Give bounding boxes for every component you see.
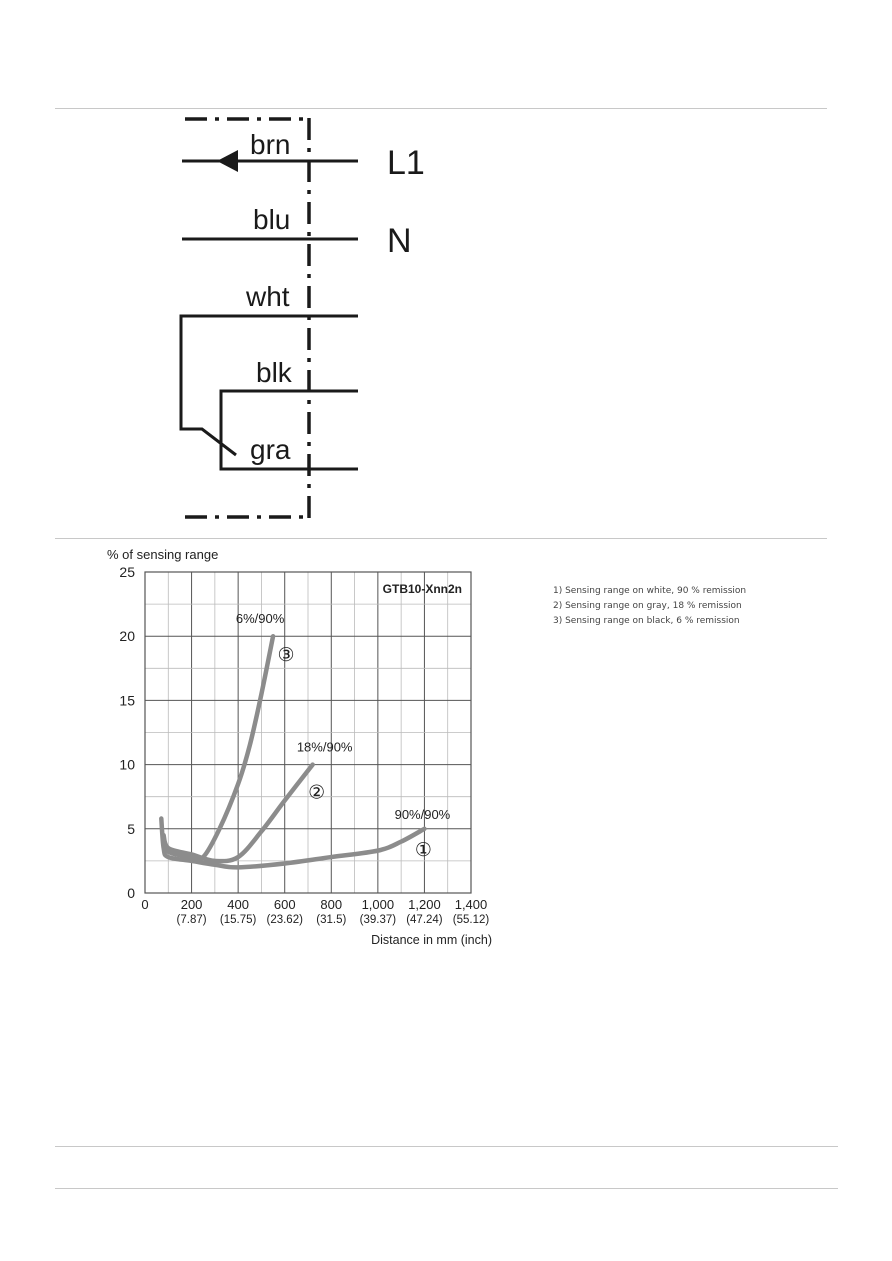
wire-label-blu: blu (253, 204, 291, 235)
x-tick-label: 0 (141, 897, 149, 912)
x-tick-label-inch: (23.62) (266, 914, 303, 926)
y-tick-label: 10 (119, 756, 135, 773)
x-tick-label-inch: (31.5) (316, 914, 347, 926)
x-tick-label-inch: (47.24) (406, 914, 443, 926)
y-axis-label: % of sensing range (107, 547, 219, 562)
y-tick-labels (119, 564, 135, 901)
y-tick-label: 15 (119, 692, 135, 709)
x-tick-label: 800 (320, 897, 343, 912)
x-tick-label: 1,000 (361, 897, 395, 912)
terminal-label-n: N (387, 222, 412, 260)
x-tick-label: 1,400 (454, 897, 488, 912)
wire-label-gra: gra (250, 434, 291, 465)
series-marker-1: ① (414, 839, 432, 861)
x-tick-label-inch: (15.75) (219, 914, 257, 926)
y-tick-label: 5 (127, 820, 135, 837)
terminal-label-l1: L1 (387, 144, 425, 182)
x-tick-label: 600 (273, 897, 296, 912)
y-tick-label: 0 (127, 885, 135, 901)
chart-legend (553, 584, 746, 629)
x-axis-label: Distance in mm (inch) (371, 933, 492, 947)
series-marker-2: ② (308, 782, 326, 804)
series-marker-3: ③ (277, 645, 295, 667)
x-tick-label-inch: (7.87) (176, 914, 207, 926)
legend-item-black: 3) Sensing range on black, 6 % remission (553, 616, 740, 626)
legend-item-white: 1) Sensing range on white, 90 % remission (553, 586, 747, 596)
wire-label-blk: blk (256, 357, 292, 388)
series-label-1: 90%/90% (394, 806, 451, 822)
wire-label-wht: wht (246, 281, 290, 312)
series-label-2: 18%/90% (296, 739, 353, 755)
x-tick-label: 400 (227, 897, 249, 912)
x-tick-label: 200 (180, 897, 203, 912)
y-tick-label: 25 (119, 564, 135, 580)
x-tick-label-inch: (55.12) (452, 914, 490, 926)
x-tick-label-inch: (39.37) (359, 914, 397, 926)
x-tick-label: 1,200 (408, 897, 441, 912)
legend-item-gray: 2) Sensing range on gray, 18 % remission (553, 601, 742, 611)
wire-label-brn: brn (250, 129, 291, 160)
x-tick-labels (141, 897, 489, 926)
y-tick-label: 20 (119, 628, 135, 645)
series-line-3 (164, 636, 273, 859)
chart-title: GTB10-Xnn2n (382, 582, 462, 596)
series-label-3: 6%/90% (235, 611, 285, 627)
